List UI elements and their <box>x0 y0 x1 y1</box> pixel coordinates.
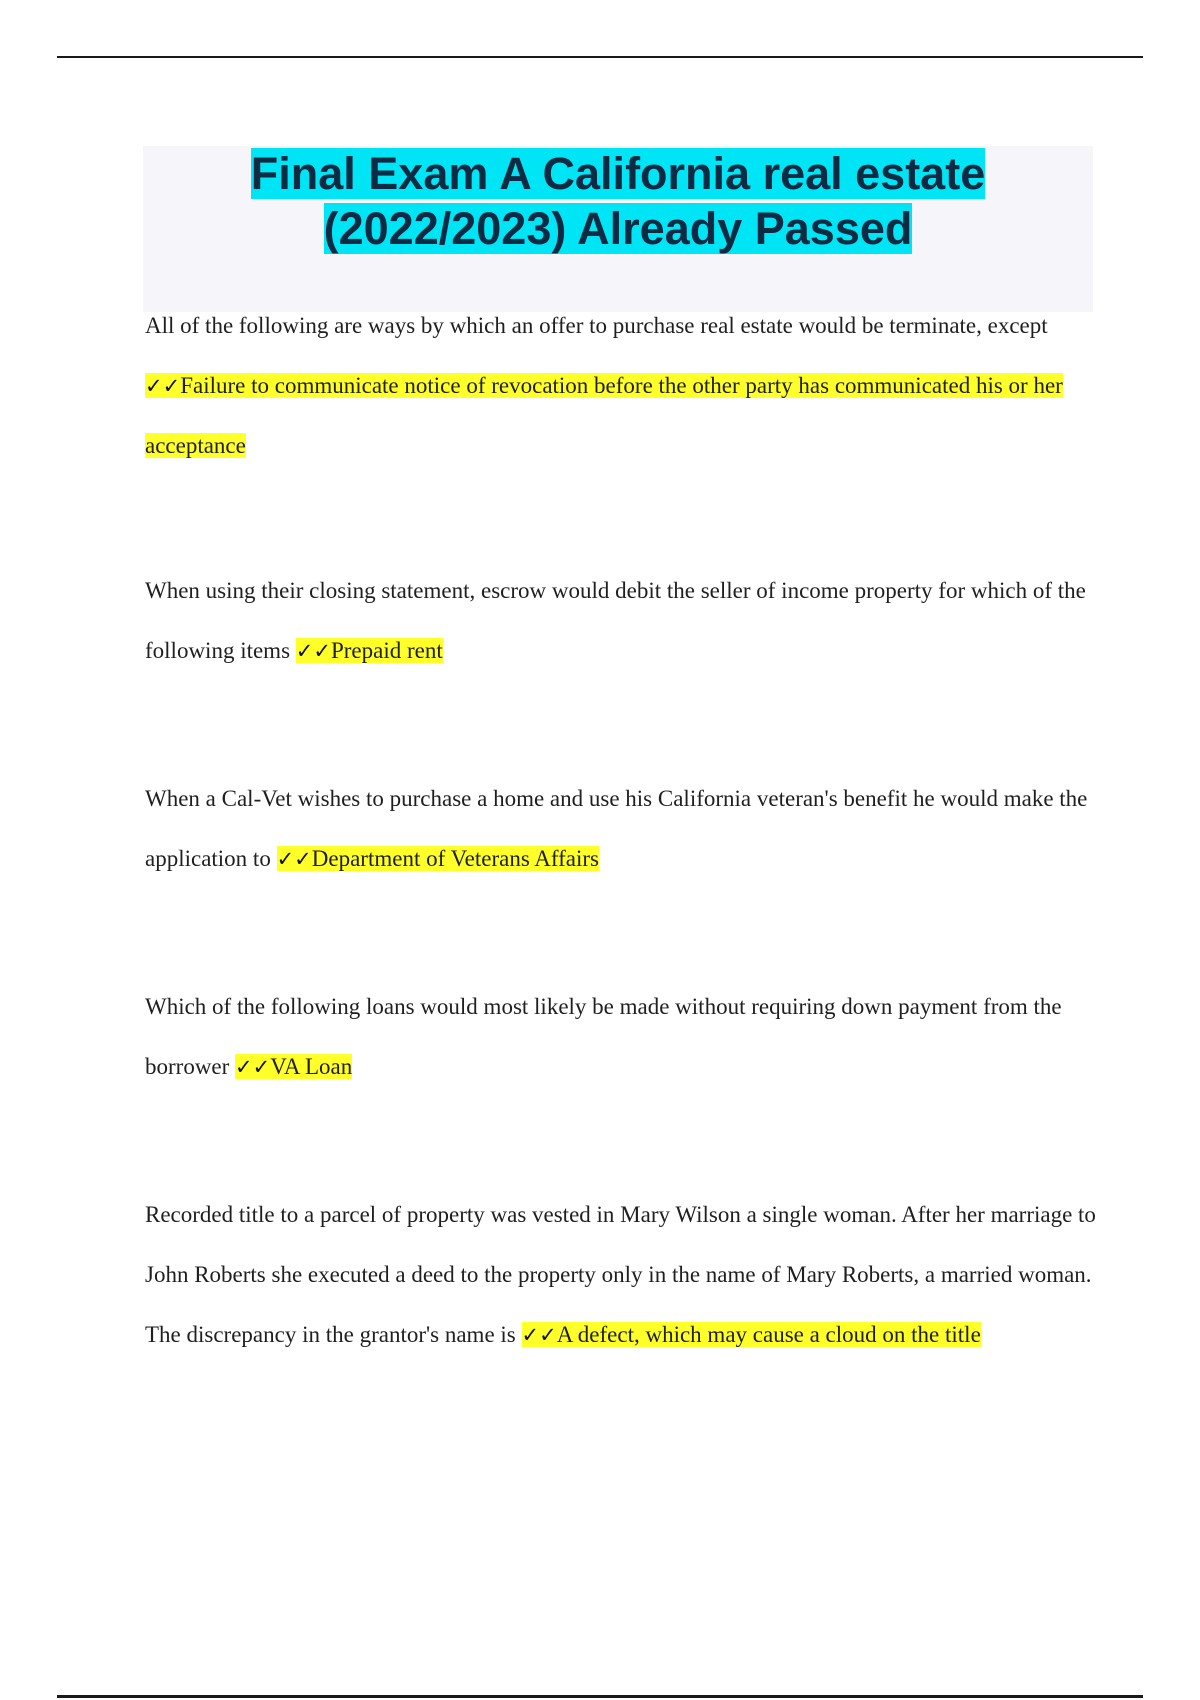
answer-highlight <box>277 846 599 871</box>
title-banner <box>143 146 1093 312</box>
answer-highlight <box>145 373 1063 458</box>
question-text: Recorded title to a parcel of property was vested in Mary Wilson a single woman. After her marriage to John Roberts she executed a deed to the property only in the name of Mary Roberts, a married woman. The discrepancy in the grantor's name is <box>145 1202 1096 1347</box>
qa-item-1 <box>145 296 1105 476</box>
answer-text: Department of Veterans Affairs <box>311 846 599 871</box>
double-check-icon: ✓✓ <box>235 1055 271 1079</box>
qa-item-5 <box>145 1185 1105 1365</box>
title-line-2: (2022/2023) Already Passed <box>323 203 913 254</box>
qa-item-4 <box>145 977 1105 1097</box>
question-text: All of the following are ways by which an offer to purchase real estate would be terminate, except <box>145 313 1048 338</box>
double-check-icon: ✓✓ <box>276 847 312 871</box>
footer-rule <box>57 1695 1143 1698</box>
title-line-1: Final Exam A California real estate <box>250 148 986 199</box>
double-check-icon: ✓✓ <box>521 1323 557 1347</box>
answer-text: Prepaid rent <box>330 638 443 663</box>
document-title <box>143 146 1093 256</box>
qa-item-3 <box>145 769 1105 889</box>
answer-highlight <box>296 638 443 663</box>
question-text: When using their closing statement, escrow would debit the seller of income property for which of the following items <box>145 578 1086 663</box>
question-text: When a Cal-Vet wishes to purchase a home and use his California veteran's benefit he would make the application to <box>145 786 1088 871</box>
double-check-icon: ✓✓ <box>145 374 181 398</box>
double-check-icon: ✓✓ <box>295 639 331 663</box>
question-text: Which of the following loans would most likely be made without requiring down payment from the borrower <box>145 994 1062 1079</box>
header-rule <box>57 56 1143 58</box>
answer-highlight <box>235 1054 352 1079</box>
answer-text: A defect, which may cause a cloud on the title <box>556 1322 981 1347</box>
answer-text: Failure to communicate notice of revocation before the other party has communicated his or her acceptance <box>145 373 1063 458</box>
qa-item-2 <box>145 561 1105 681</box>
answer-text: VA Loan <box>270 1054 353 1079</box>
answer-highlight <box>522 1322 981 1347</box>
